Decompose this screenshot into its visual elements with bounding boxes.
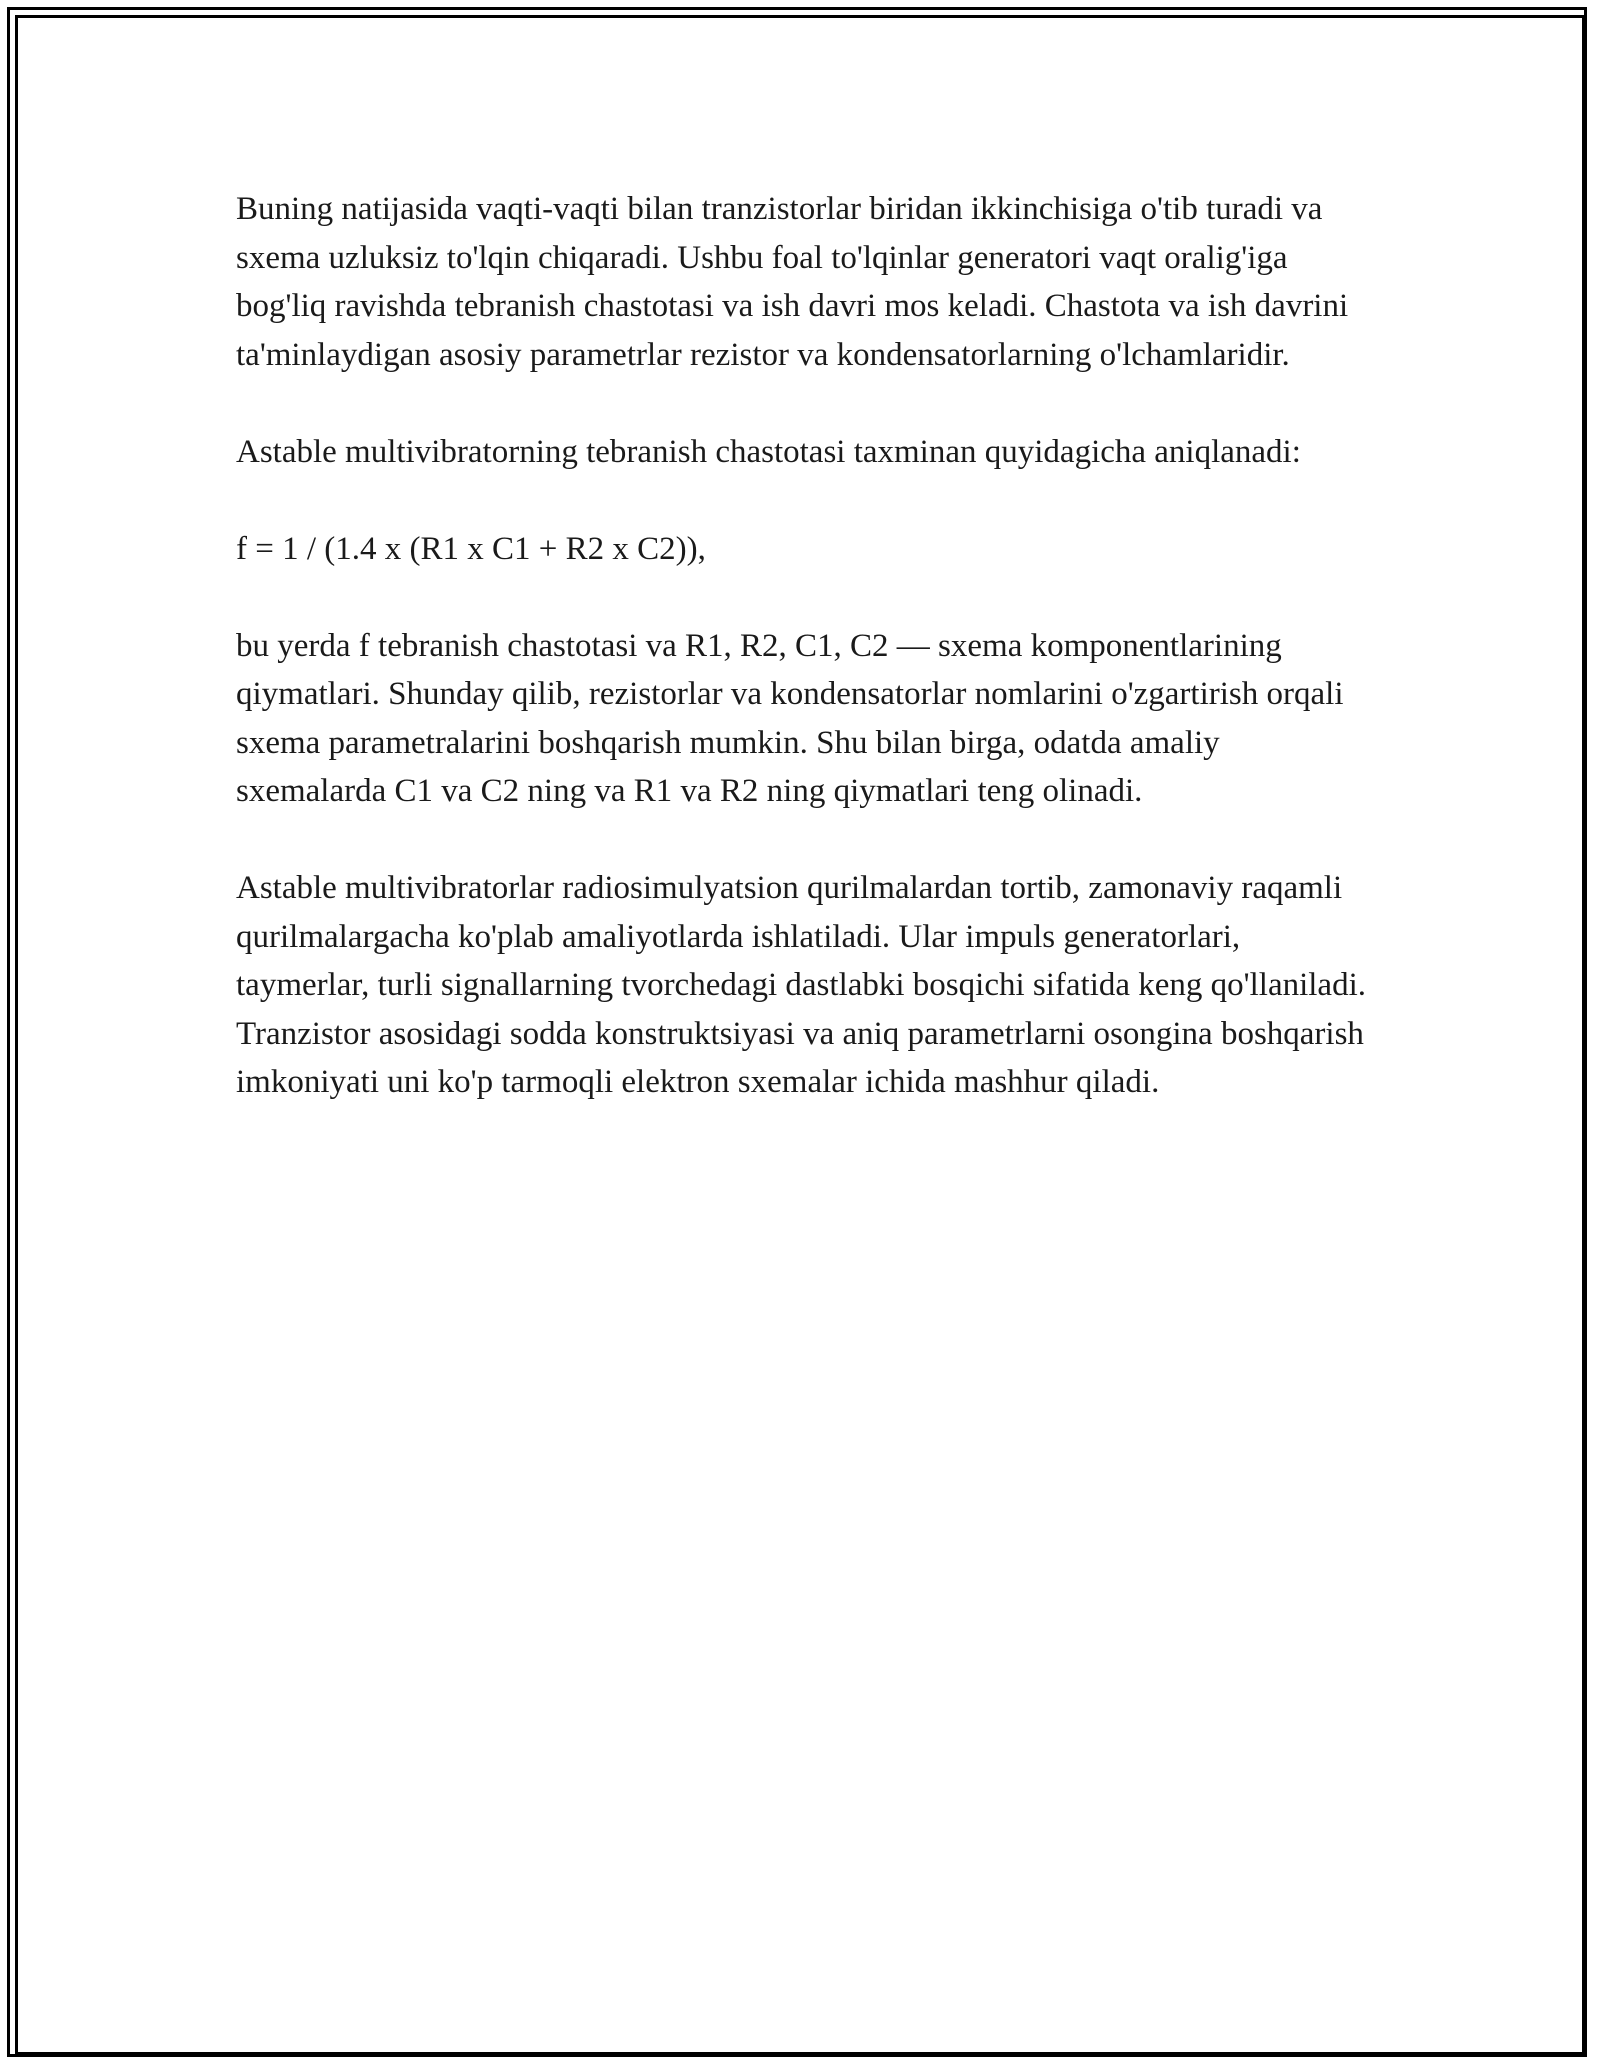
paragraph-applications: Astable multivibratorlar radiosimulyatsion qurilmalardan tortib, zamonaviy raqamli qurilmalargacha ko'plab amaliyotlarda ishlatiladi. Ular impuls generatorlari, taymerlar, turli signallarning tvorchedagi dastlabki bosqichi sifatida keng qo'llaniladi. Tranzistor asosidagi sodda konstruktsiyasi va aniq parametrlarni osongina boshqarish imkoniyati uni ko'p tarmoqli elektron sxemalar ichida mashhur qiladi.	[236, 870, 1366, 1100]
paragraph-frequency-intro: Astable multivibratorning tebranish chastotasi taxminan quyidagicha aniqlanadi:	[236, 433, 1301, 470]
paragraph-transistor-switching: Buning natijasida vaqti-vaqti bilan tranzistorlar biridan ikkinchisiga o'tib turadi va sxema uzluksiz to'lqin chiqaradi. Ushbu foal to'lqinlar generatori vaqt oralig'iga bog'liq ravishda tebranish chastotasi va ish davri mos keladi. Chastota va ish davrini ta'minlaydigan asosiy parametrlar rezistor va kondensatorlarning o'lchamlaridir.	[236, 191, 1349, 373]
document-body	[236, 185, 1366, 1155]
formula-frequency: f = 1 / (1.4 x (R1 x C1 + R2 x C2)),	[236, 530, 706, 567]
paragraph-component-values: bu yerda f tebranish chastotasi va R1, R2, C1, C2 — sxema komponentlarining qiymatlari. Shunday qilib, rezistorlar va kondensatorlar nomlarini o'zgartirish orqali sxema parametralarini boshqarish mumkin. Shu bilan birga, odatda amaliy sxemalarda C1 va C2 ning va R1 va R2 ning qiymatlari teng olinadi.	[236, 627, 1344, 809]
